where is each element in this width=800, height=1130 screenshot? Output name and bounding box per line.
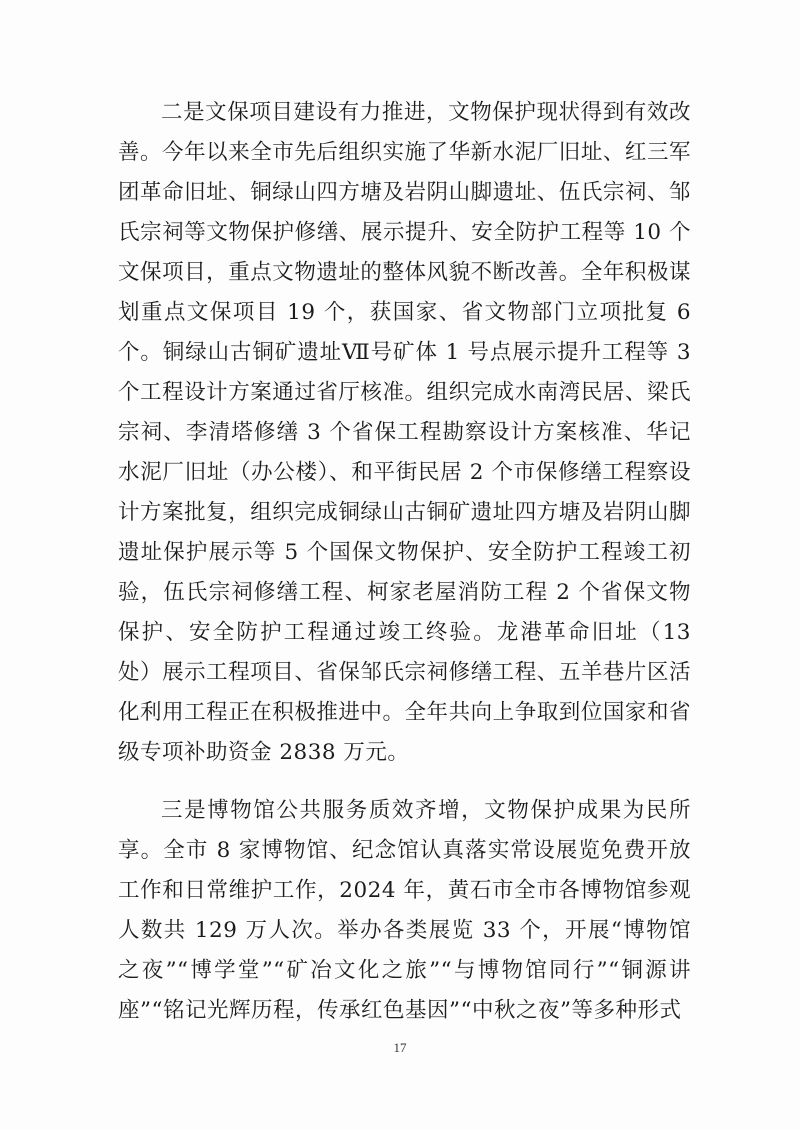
body-text — [118, 93, 691, 1031]
paragraph-museum-services: 三是博物馆公共服务质效齐增，文物保护成果为民所享。全市 8 家博物馆、纪念馆认真落实常设展览免费开放工作和日常维护工作，2024 年，黄石市全市各博物馆参观人数共 129 万人次。举办各类展览 33 个，开展“博物馆之夜”“博学堂”“矿冶文化之旅”“与博物馆同行”“铜源讲座”“铭记光辉历程，传承红色基因”“中秋之夜”等多种形式 — [118, 798, 691, 1023]
paragraph-project-construction: 二是文保项目建设有力推进，文物保护现状得到有效改善。今年以来全市先后组织实施了华新水泥厂旧址、红三军团革命旧址、铜绿山四方塘及岩阴山脚遗址、伍氏宗祠、邹氏宗祠等文物保护修缮、展示提升、安全防护工程等 10 个文保项目，重点文物遗址的整体风貌不断改善。全年积极谋划重点文保项目 19 个，获国家、省文物部门立项批复 6 个。铜绿山古铜矿遗址Ⅶ号矿体 1 号点展示提升工程等 3 个工程设计方案通过省厅核准。组织完成水南湾民居、梁氏宗祠、李清塔修缮 3 个省保工程勘察设计方案核准、华记水泥厂旧址（办公楼）、和平街民居 2 个市保修缮工程察设计方案批复，组织完成铜绿山古铜矿遗址四方塘及岩阴山脚遗址保护展示等 5 个国保文物保护、安全防护工程竣工初验，伍氏宗祠修缮工程、柯家老屋消防工程 2 个省保文物保护、安全防护工程通过竣工终验。龙港革命旧址（13 处）展示工程项目、省保邹氏宗祠修缮工程、五羊巷片区活化利用工程正在积极推进中。全年共向上争取到位国家和省级专项补助资金 2838 万元。 — [118, 100, 691, 765]
page-number: 17 — [393, 1040, 407, 1055]
